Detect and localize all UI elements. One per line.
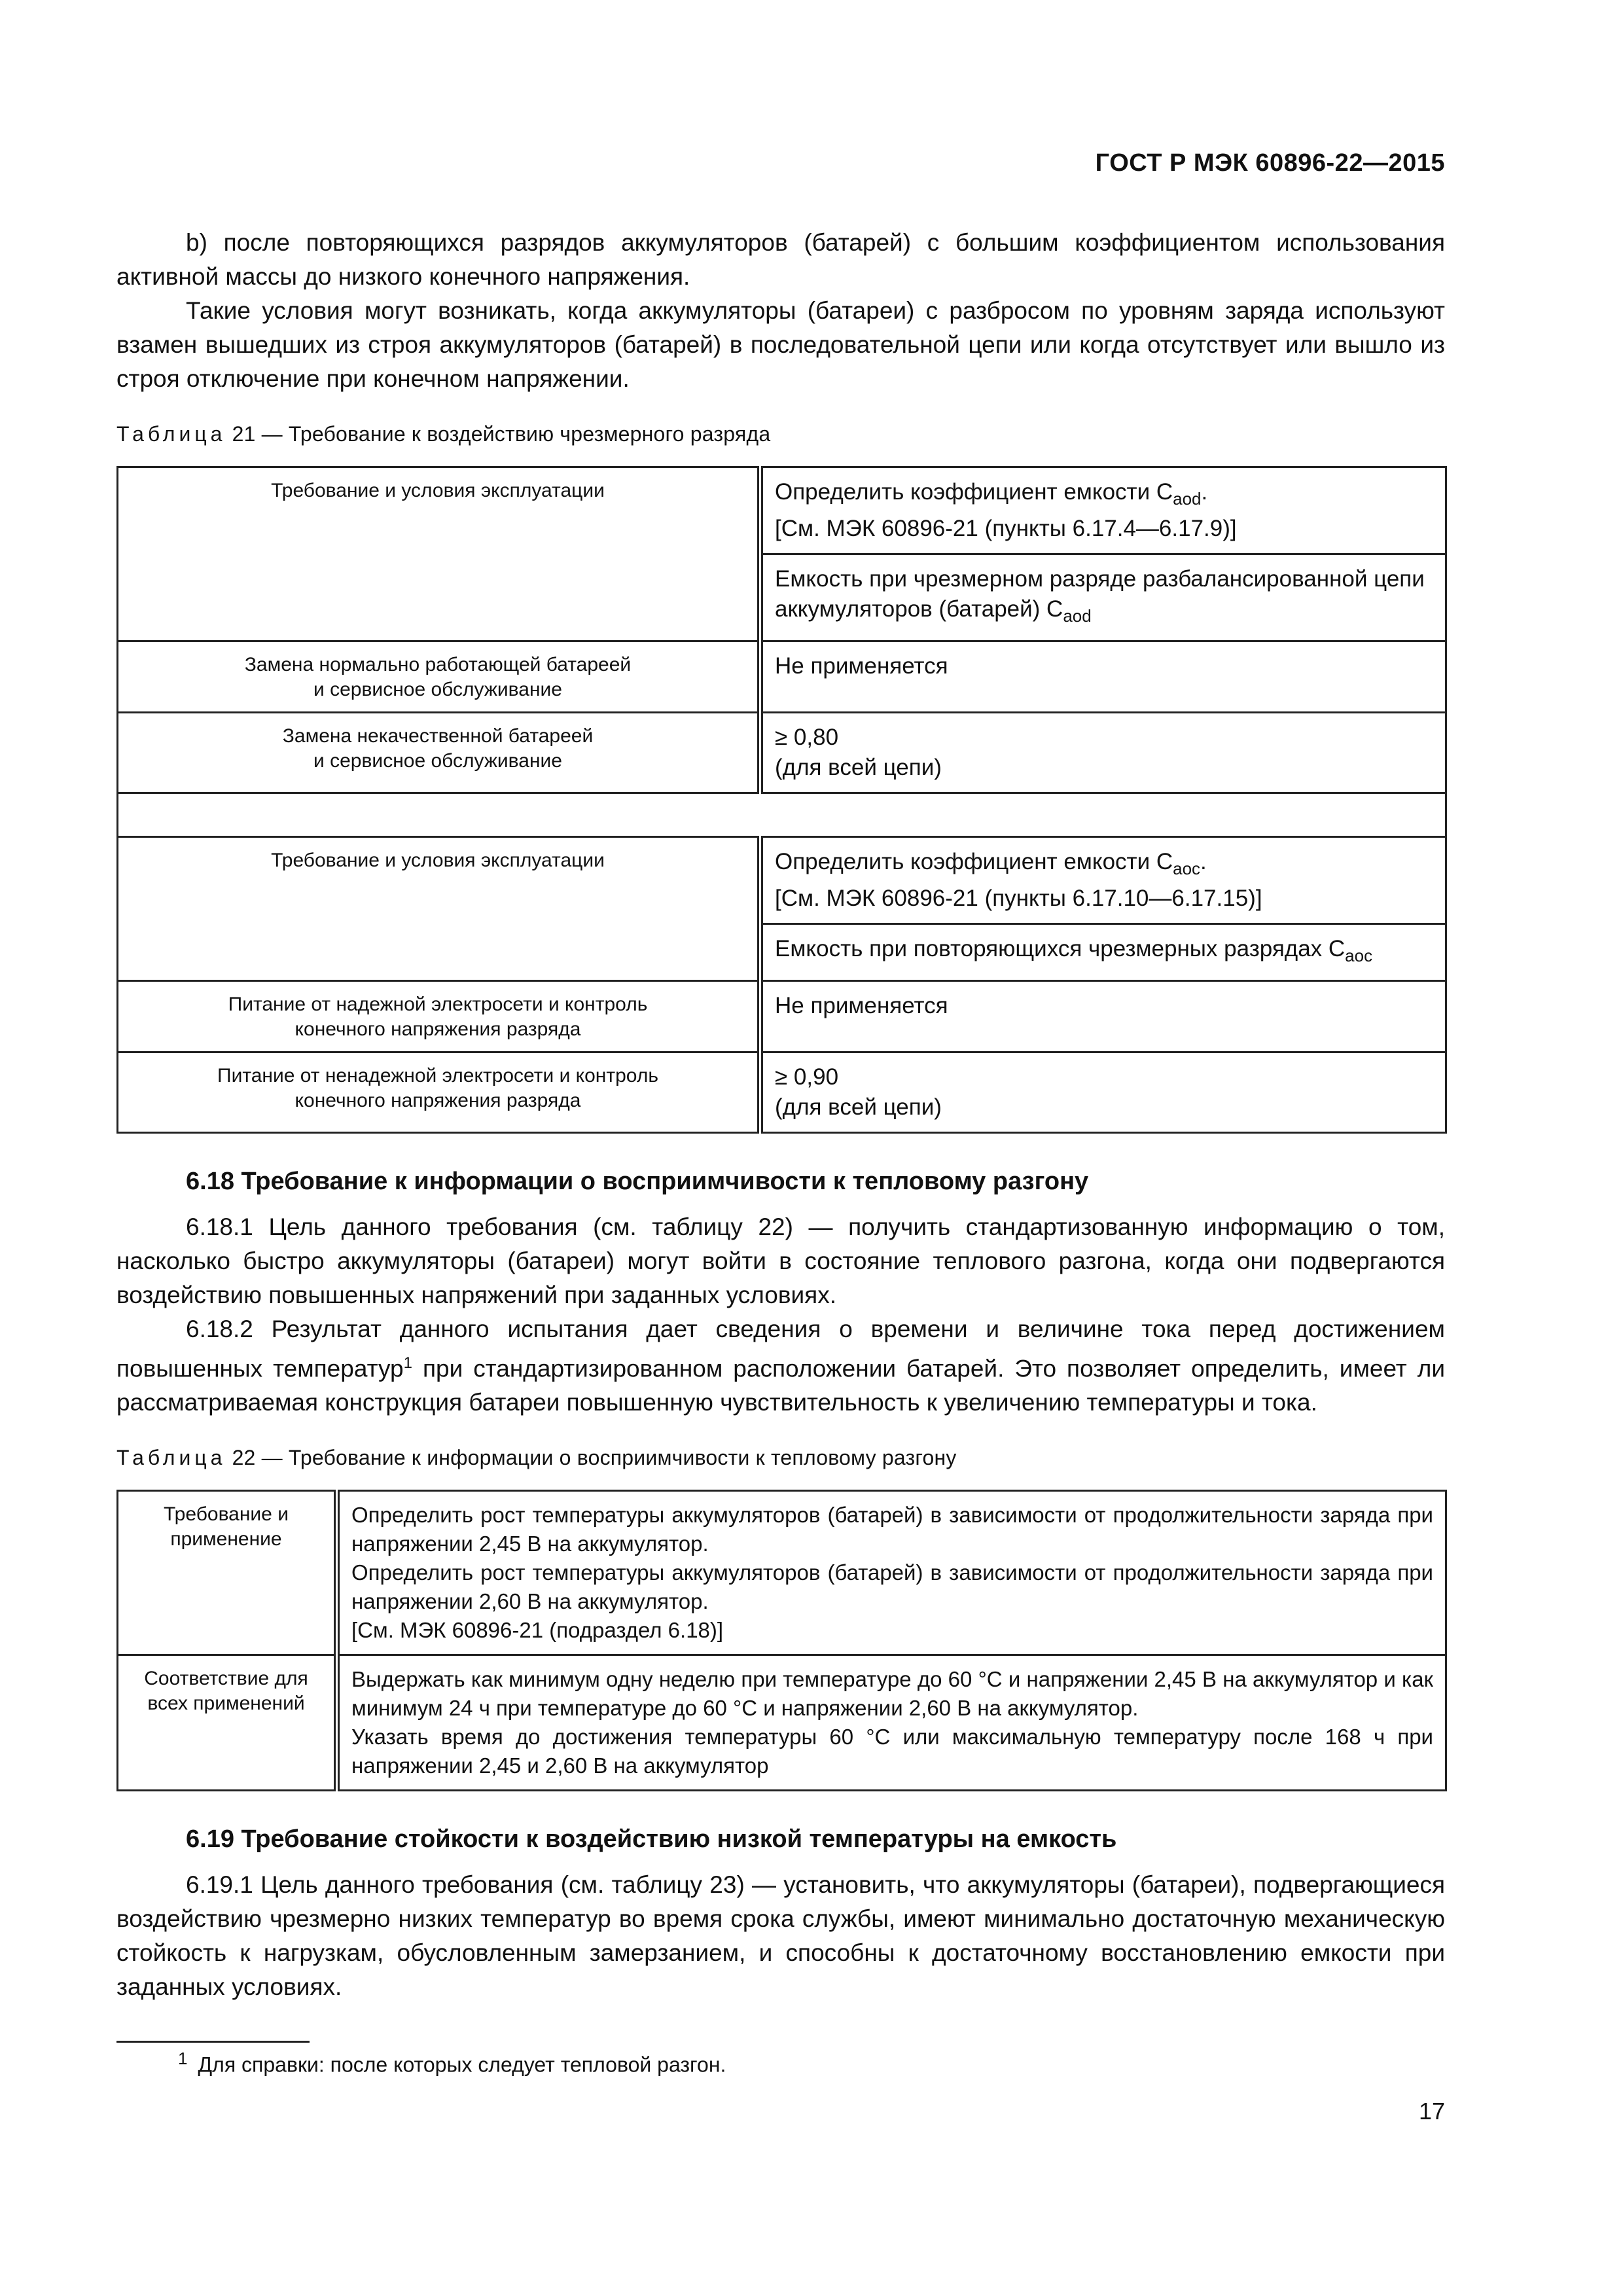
table-cell [337,1655,1446,1791]
cell-text: Не применяется [775,653,948,679]
table-cell [760,554,1446,641]
subscript: aoc [1173,859,1201,878]
intro-paragraph-b: b) после повторяющихся разрядов аккумуляторов (батарей) с большим коэффициентом использования активной массы до низкого конечного напряжения. [116,229,1445,290]
table-row [118,641,1446,713]
cell-line: и сервисное обслуживание [313,750,562,772]
table-22 [116,1490,1447,1791]
cell-line [775,477,1433,514]
table-cell [760,467,1446,554]
cell-text: Емкость при чрезмерном разряде разбалансированной цепи аккумуляторов (батарей) C [775,566,1425,622]
cell-text: . [1201,479,1208,505]
section-6-19-heading: 6.19 Требование стойкости к воздействию низкой температуры на емкость [186,1825,1117,1854]
cell-line [775,847,1433,884]
document-header: ГОСТ Р МЭК 60896-22—2015 [1095,149,1445,177]
table-cell [118,467,760,641]
cell-text: Требование и условия эксплуатации [271,480,605,501]
cell-text: Требование и применение [164,1503,289,1551]
table-cell [118,793,1446,837]
table-row [118,837,1446,924]
page-content [116,226,1445,2004]
table-row [118,1052,1446,1133]
table-row [118,467,1446,554]
table-cell [760,641,1446,713]
table-cell [118,1491,337,1655]
section-6-18-heading: 6.18 Требование к информации о восприимчивости к тепловому разгону [186,1168,1089,1195]
section-6-19-1-paragraph: 6.19.1 Цель данного требования (см. таблицу 23) — установить, что аккумуляторы (батареи), подвергающиеся воздействию чрезмерно низких температур во время срока службы, имеют минимально достаточную механическую стойкость к нагрузкам, обусловленным замерзанием, и способны к достаточному восстановлению емкости при заданных условиях. [116,1871,1445,2001]
paragraph-text: при стандартизированном расположении батарей. Это позволяет определить, имеет ли рассматриваемая конструкция батареи повышенную чувствительность к увеличению температуры и тока. [116,1355,1446,1416]
cell-line: Выдержать как минимум одну неделю при температуре до 60 °С и напряжении 2,45 В на аккумулятор и как минимум 24 ч при температуре до 60 °С и напряжении 2,60 В на аккумулятор. [351,1667,1433,1721]
cell-text: Определить коэффициент емкости C [775,849,1173,874]
section-6-18-1-paragraph: 6.18.1 Цель данного требования (см. таблицу 22) — получить стандартизованную информацию о том, насколько быстро аккумуляторы (батареи) могут войти в состояние теплового разгона, когда они подвергаются воздействию повышенных напряжений при заданных условиях. [116,1213,1445,1308]
table-cell [760,713,1446,793]
paragraph-text: 6.18.2 Результат данного испытания дает сведения о времени и величине тока перед достижением повышенных температур [116,1316,1445,1382]
cell-line: ≥ 0,80 [775,725,839,750]
table-caption-text: 22 — Требование к информации о восприимчивости к тепловому разгону [232,1446,957,1470]
table-21 [116,466,1447,1134]
subscript: aod [1173,489,1202,509]
cell-line: Указать время до достижения температуры 60 °С или максимальную температуру после 168 ч при напряжении 2,45 и 2,60 В на аккумулятор [351,1725,1433,1778]
footnote-reference: 1 [403,1354,412,1372]
table-cell [760,837,1446,924]
table-row [118,1655,1446,1791]
section-6-18-2-paragraph [116,1312,1445,1420]
table-cell [118,981,760,1052]
table-caption-word: Таблица [116,422,226,446]
table-21-caption [116,422,1445,446]
cell-line: ≥ 0,90 [775,1064,839,1090]
subscript: aoc [1345,946,1373,965]
cell-line: [См. МЭК 60896-21 (пункты 6.17.4—6.17.9)] [775,516,1237,541]
cell-line: Замена нормально работающей батареей [244,654,632,675]
cell-line: конечного напряжения разряда [294,1018,581,1040]
cell-line: и сервисное обслуживание [313,679,562,700]
cell-line: [См. МЭК 60896-21 (подраздел 6.18)] [351,1618,724,1643]
footnote-divider [116,2041,310,2043]
table-cell [118,837,760,981]
cell-text: Емкость при повторяющихся чрезмерных разрядах C [775,936,1346,961]
cell-line: Замена некачественной батареей [282,725,594,747]
table-cell [760,1052,1446,1133]
cell-line: Определить рост температуры аккумуляторов (батарей) в зависимости от продолжительности заряда при напряжении 2,45 В на аккумулятор. [351,1503,1433,1556]
table-caption-text: 21 — Требование к воздействию чрезмерного разряда [232,422,771,446]
page-number: 17 [1418,2098,1445,2125]
subscript: aod [1063,606,1092,626]
footnote-mark: 1 [178,2049,188,2068]
cell-text: Соответствие для всех применений [144,1668,308,1715]
table-row [118,713,1446,793]
table-row [118,981,1446,1052]
table-22-caption [116,1446,1445,1470]
footnote-text: Для справки: после которых следует тепловой разгон. [198,2053,726,2077]
cell-text: Требование и условия эксплуатации [271,850,605,871]
table-cell [118,1655,337,1791]
cell-line: конечного напряжения разряда [294,1090,581,1111]
table-cell [118,641,760,713]
intro-paragraph-conditions: Такие условия могут возникать, когда аккумуляторы (батареи) с разбросом по уровням заряда используют взамен вышедших из строя аккумуляторов (батарей) в последовательной цепи или когда отсутствует или вышло из строя отключение при конечном напряжении. [116,297,1445,392]
cell-line: (для всей цепи) [775,755,942,780]
table-cell [760,924,1446,981]
table-spacer-row [118,793,1446,837]
table-caption-word: Таблица [116,1446,226,1470]
table-row [118,1491,1446,1655]
cell-line: Питание от надежной электросети и контроль [228,994,648,1015]
table-cell [118,713,760,793]
cell-text: . [1200,849,1207,874]
table-cell [760,981,1446,1052]
cell-text: Не применяется [775,993,948,1018]
footnote [178,2049,726,2077]
table-cell [118,1052,760,1133]
table-cell [337,1491,1446,1655]
cell-line: Определить рост температуры аккумуляторов (батарей) в зависимости от продолжительности заряда при напряжении 2,60 В на аккумулятор. [351,1560,1433,1614]
cell-line: (для всей цепи) [775,1094,942,1120]
cell-line: [См. МЭК 60896-21 (пункты 6.17.10—6.17.15)] [775,886,1262,911]
cell-text: Определить коэффициент емкости C [775,479,1173,505]
cell-line: Питание от ненадежной электросети и контроль [217,1065,658,1086]
